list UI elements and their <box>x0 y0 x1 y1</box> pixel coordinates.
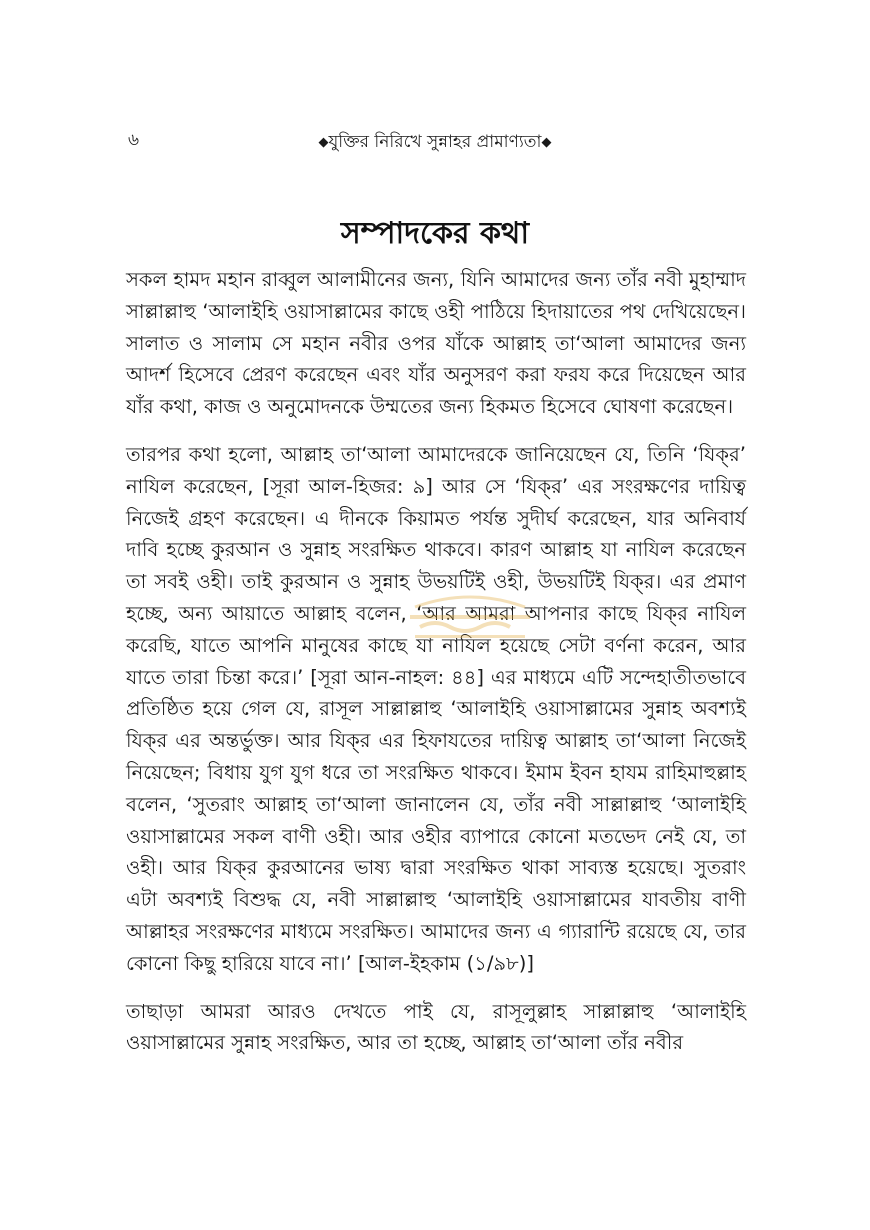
chapter-title: সম্পাদকের কথা <box>340 216 530 251</box>
body-text <box>126 264 746 1075</box>
paragraph-2: তারপর কথা হলো, আল্লাহ তা‘আলা আমাদেরকে জানিয়েছেন যে, তিনি ‘যিক্‌র’ নাযিল করেছেন, [সূরা আল-হিজর: ৯] আর সে ‘যিক্‌র’ এর সংরক্ষণের দায়িত্ব নিজেই গ্রহণ করেছেন। এ দীনকে কিয়ামত পর্যন্ত সুদীর্ঘ করেছেন, যার অনিবার্য দাবি হচ্ছে কুরআন ও সুন্নাহ সংরক্ষিত থাকবে। কারণ আল্লাহ যা নাযিল করেছেন তা সবই ওহী। তাই কুরআন ও সুন্নাহ উভয়টিই ওহী, উভয়টিই যিক্‌র। এর প্রমাণ হচ্ছে, অন্য আয়াতে আল্লাহ বলেন, ‘আর আমরা আপনার কাছে যিক্‌র নাযিল করেছি, যাতে আপনি মানুষের কাছে যা নাযিল হয়েছে সেটা বর্ণনা করেন, আর যাতে তারা চিন্তা করে।’ [সূরা আন-নাহল: ৪৪] এর মাধ্যমে এটি সন্দেহাতীতভাবে প্রতিষ্ঠিত হয়ে গেল যে, রাসূল সাল্লাল্লাহু ‘আলাইহি ওয়াসাল্লামের সুন্নাহ অবশ্যই যিক্‌র এর অন্তর্ভুক্ত। আর যিক্‌র এর হিফাযতের দায়িত্ব আল্লাহ তা‘আলা নিজেই নিয়েছেন; বিধায় যুগ যুগ ধরে তা সংরক্ষিত থাকবে। ইমাম ইবন হাযম রাহিমাহুল্লাহ বলেন, ‘সুতরাং আল্লাহ তা‘আলা জানালেন যে, তাঁর নবী সাল্লাল্লাহু ‘আলাইহি ওয়াসাল্লামের সকল বাণী ওহী। আর ওহীর ব্যাপারে কোনো মতভেদ নেই যে, তা ওহী। আর যিক্‌র কুরআনের ভাষ্য দ্বারা সংরক্ষিত থাকা সাব্যস্ত হয়েছে। সুতরাং এটা অবশ্যই বিশুদ্ধ যে, নবী সাল্লাল্লাহু ‘আলাইহি ওয়াসাল্লামের যাবতীয় বাণী আল্লাহর সংরক্ষণের মাধ্যমে সংরক্ষিত। আমাদের জন্য এ গ্যারান্টি রয়েছে যে, তার কোনো কিছু হারিয়ে যাবে না।’ [আল-ইহকাম (১/৯৮)] <box>126 442 746 975</box>
running-header <box>0 130 870 155</box>
paragraph-1: সকল হামদ মহান রাব্বুল আলামীনের জন্য, যিনি আমাদের জন্য তাঁর নবী মুহাম্মাদ সাল্লাল্লাহু ‘আলাইহি ওয়াসাল্লামের কাছে ওহী পাঠিয়ে হিদায়াতের পথ দেখিয়েছেন। সালাত ও সালাম সে মহান নবীর ওপর যাঁকে আল্লাহ তা‘আলা আমাদের জন্য আদর্শ হিসেবে প্রেরণ করেছেন এবং যাঁর অনুসরণ করা ফরয করে দিয়েছেন আর যাঁর কথা, কাজ ও অনুমোদনকে উম্মতের জন্য হিকমত হিসেবে ঘোষণা করেছেন। <box>126 268 746 419</box>
running-header-title: যুক্তির নিরিখে সুন্নাহর প্রামাণ্যতা <box>328 132 542 152</box>
page-number: ৬ <box>128 130 140 150</box>
diamond-ornament-left: ◆ <box>318 135 329 150</box>
diamond-ornament-right: ◆ <box>541 135 552 150</box>
watermark-logo <box>395 585 545 645</box>
paragraph-3: তাছাড়া আমরা আরও দেখতে পাই যে, রাসূলুল্লাহ সাল্লাল্লাহু ‘আলাইহি ওয়াসাল্লামের সুন্নাহ সংরক্ষিত, আর তা হচ্ছে, আল্লাহ তা‘আলা তাঁর নবীর <box>126 999 746 1055</box>
